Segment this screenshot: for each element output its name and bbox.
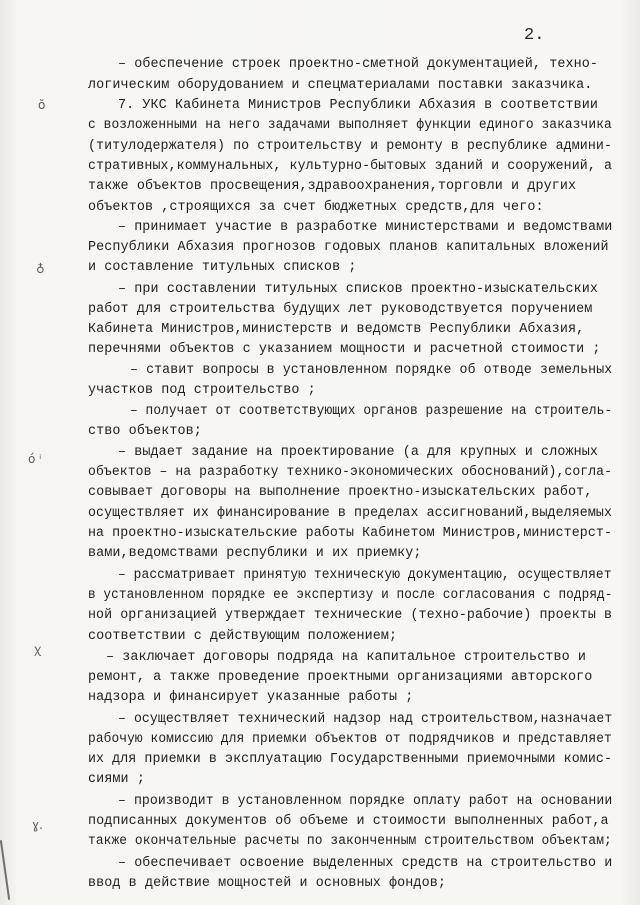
text-line: объектов ,строящихся за счет бюджетных средств,для чего:	[88, 200, 544, 215]
text-line: – ставит вопросы в установленном порядке об отводе земельных	[130, 363, 613, 378]
text-line: перечнями объектов с указанием мощности и расчетной стоимости ;	[88, 342, 601, 357]
text-line: ной организацией утверждает технические (техно-рабочие) проекты в	[88, 608, 613, 623]
text-line: стративных,коммунальных, культурно-бытовых зданий и сооружений, а	[88, 159, 613, 174]
text-line: – выдает задание на проектирование (а для крупных и сложных	[118, 445, 599, 460]
text-line: вами,ведомствами республики и их приемку;	[88, 546, 422, 561]
text-line: ремонт, а также проведение проектными организациями авторского	[88, 670, 593, 685]
text-line: логическим оборудованием и спецматериалами поставки заказчика.	[88, 78, 593, 93]
text-line: – обеспечивает освоение выделенных средств на строительство и	[118, 856, 613, 871]
text-line: соответствии с действующим положением;	[88, 629, 398, 644]
text-line: – обеспечение строек проектно-сметной документацией, техно-	[118, 57, 599, 72]
scan-edge-mark	[0, 840, 10, 900]
text-line: надзора и финансирует указанные работы ;	[88, 690, 414, 705]
text-line: ство объектов;	[88, 424, 202, 439]
text-line: – осуществляет технический надзор над строительством,назначает	[118, 712, 613, 727]
text-line: с возложенными на него задачами выполняет функции единого заказчика	[88, 118, 612, 133]
text-line: – при составлении титульных списков проектно-изыскательских	[118, 282, 599, 297]
text-line: – получает от соответствующих органов разрешение на строитель-	[130, 404, 613, 419]
text-line: на проектно-изыскательские работы Кабинетом Министров,министерст-	[88, 526, 613, 541]
text-line: совывает договоры на выполнение проектно-изыскательских работ,	[88, 485, 593, 500]
text-line: объектов – на разработку технико-экономических обоснований),согла-	[88, 465, 613, 480]
text-line: в установленном порядке ее экспертизу и после согласования с подряд-	[88, 588, 613, 603]
text-line: Республики Абхазия прогнозов годовых планов капитальных вложений	[88, 240, 609, 255]
margin-mark: ɣ.	[32, 818, 43, 832]
text-line: также объектов просвещения,здравоохранения,торговли и других	[88, 179, 577, 194]
text-line: сиями ;	[88, 772, 145, 787]
margin-mark: ꭓ	[34, 642, 41, 656]
text-line: осуществляет их финансирование в пределах ассигнований,выделяемых	[88, 506, 613, 521]
text-line: 7. УКС Кабинета Министров Республики Абхазия в соответствии	[118, 98, 599, 113]
text-line: их для приемки в эксплуатацию Государственными приемочными комис-	[88, 752, 613, 767]
text-line: ввод в действие мощностей и основных фондов;	[88, 876, 446, 891]
text-line: – заключает договоры подряда на капитальное строительство и	[106, 650, 587, 665]
text-line: рабочую комиссию для приемки объектов от подрядчиков и представляет	[88, 732, 612, 747]
text-line: – рассматривает принятую техническую документацию, осуществляет	[118, 568, 612, 583]
text-line: подписанных документов об объеме и стоимости выполненных работ,а	[88, 814, 609, 829]
margin-mark: ♁	[36, 262, 45, 276]
text-line: (титулодержателя) по строительству и ремонту в республике админи-	[88, 139, 613, 154]
margin-mark: ŏ	[38, 98, 46, 112]
text-line: – производит в установленном порядке оплату работ на основании	[118, 794, 613, 809]
page-number: 2.	[524, 26, 545, 45]
margin-mark: ó ⁱ	[28, 452, 42, 466]
text-line: также окончательные расчеты по законченным строительством объектам;	[88, 834, 612, 849]
text-line: и составление титульных списков ;	[88, 260, 357, 275]
text-line: – принимает участие в разработке министерствами и ведомствами	[118, 220, 613, 235]
text-line: участков под строительство ;	[88, 383, 316, 398]
text-line: Кабинета Министров,министерств и ведомств Республики Абхазия,	[88, 322, 585, 337]
text-line: работ для строительства будущих лет руководствуется поручением	[88, 302, 593, 317]
